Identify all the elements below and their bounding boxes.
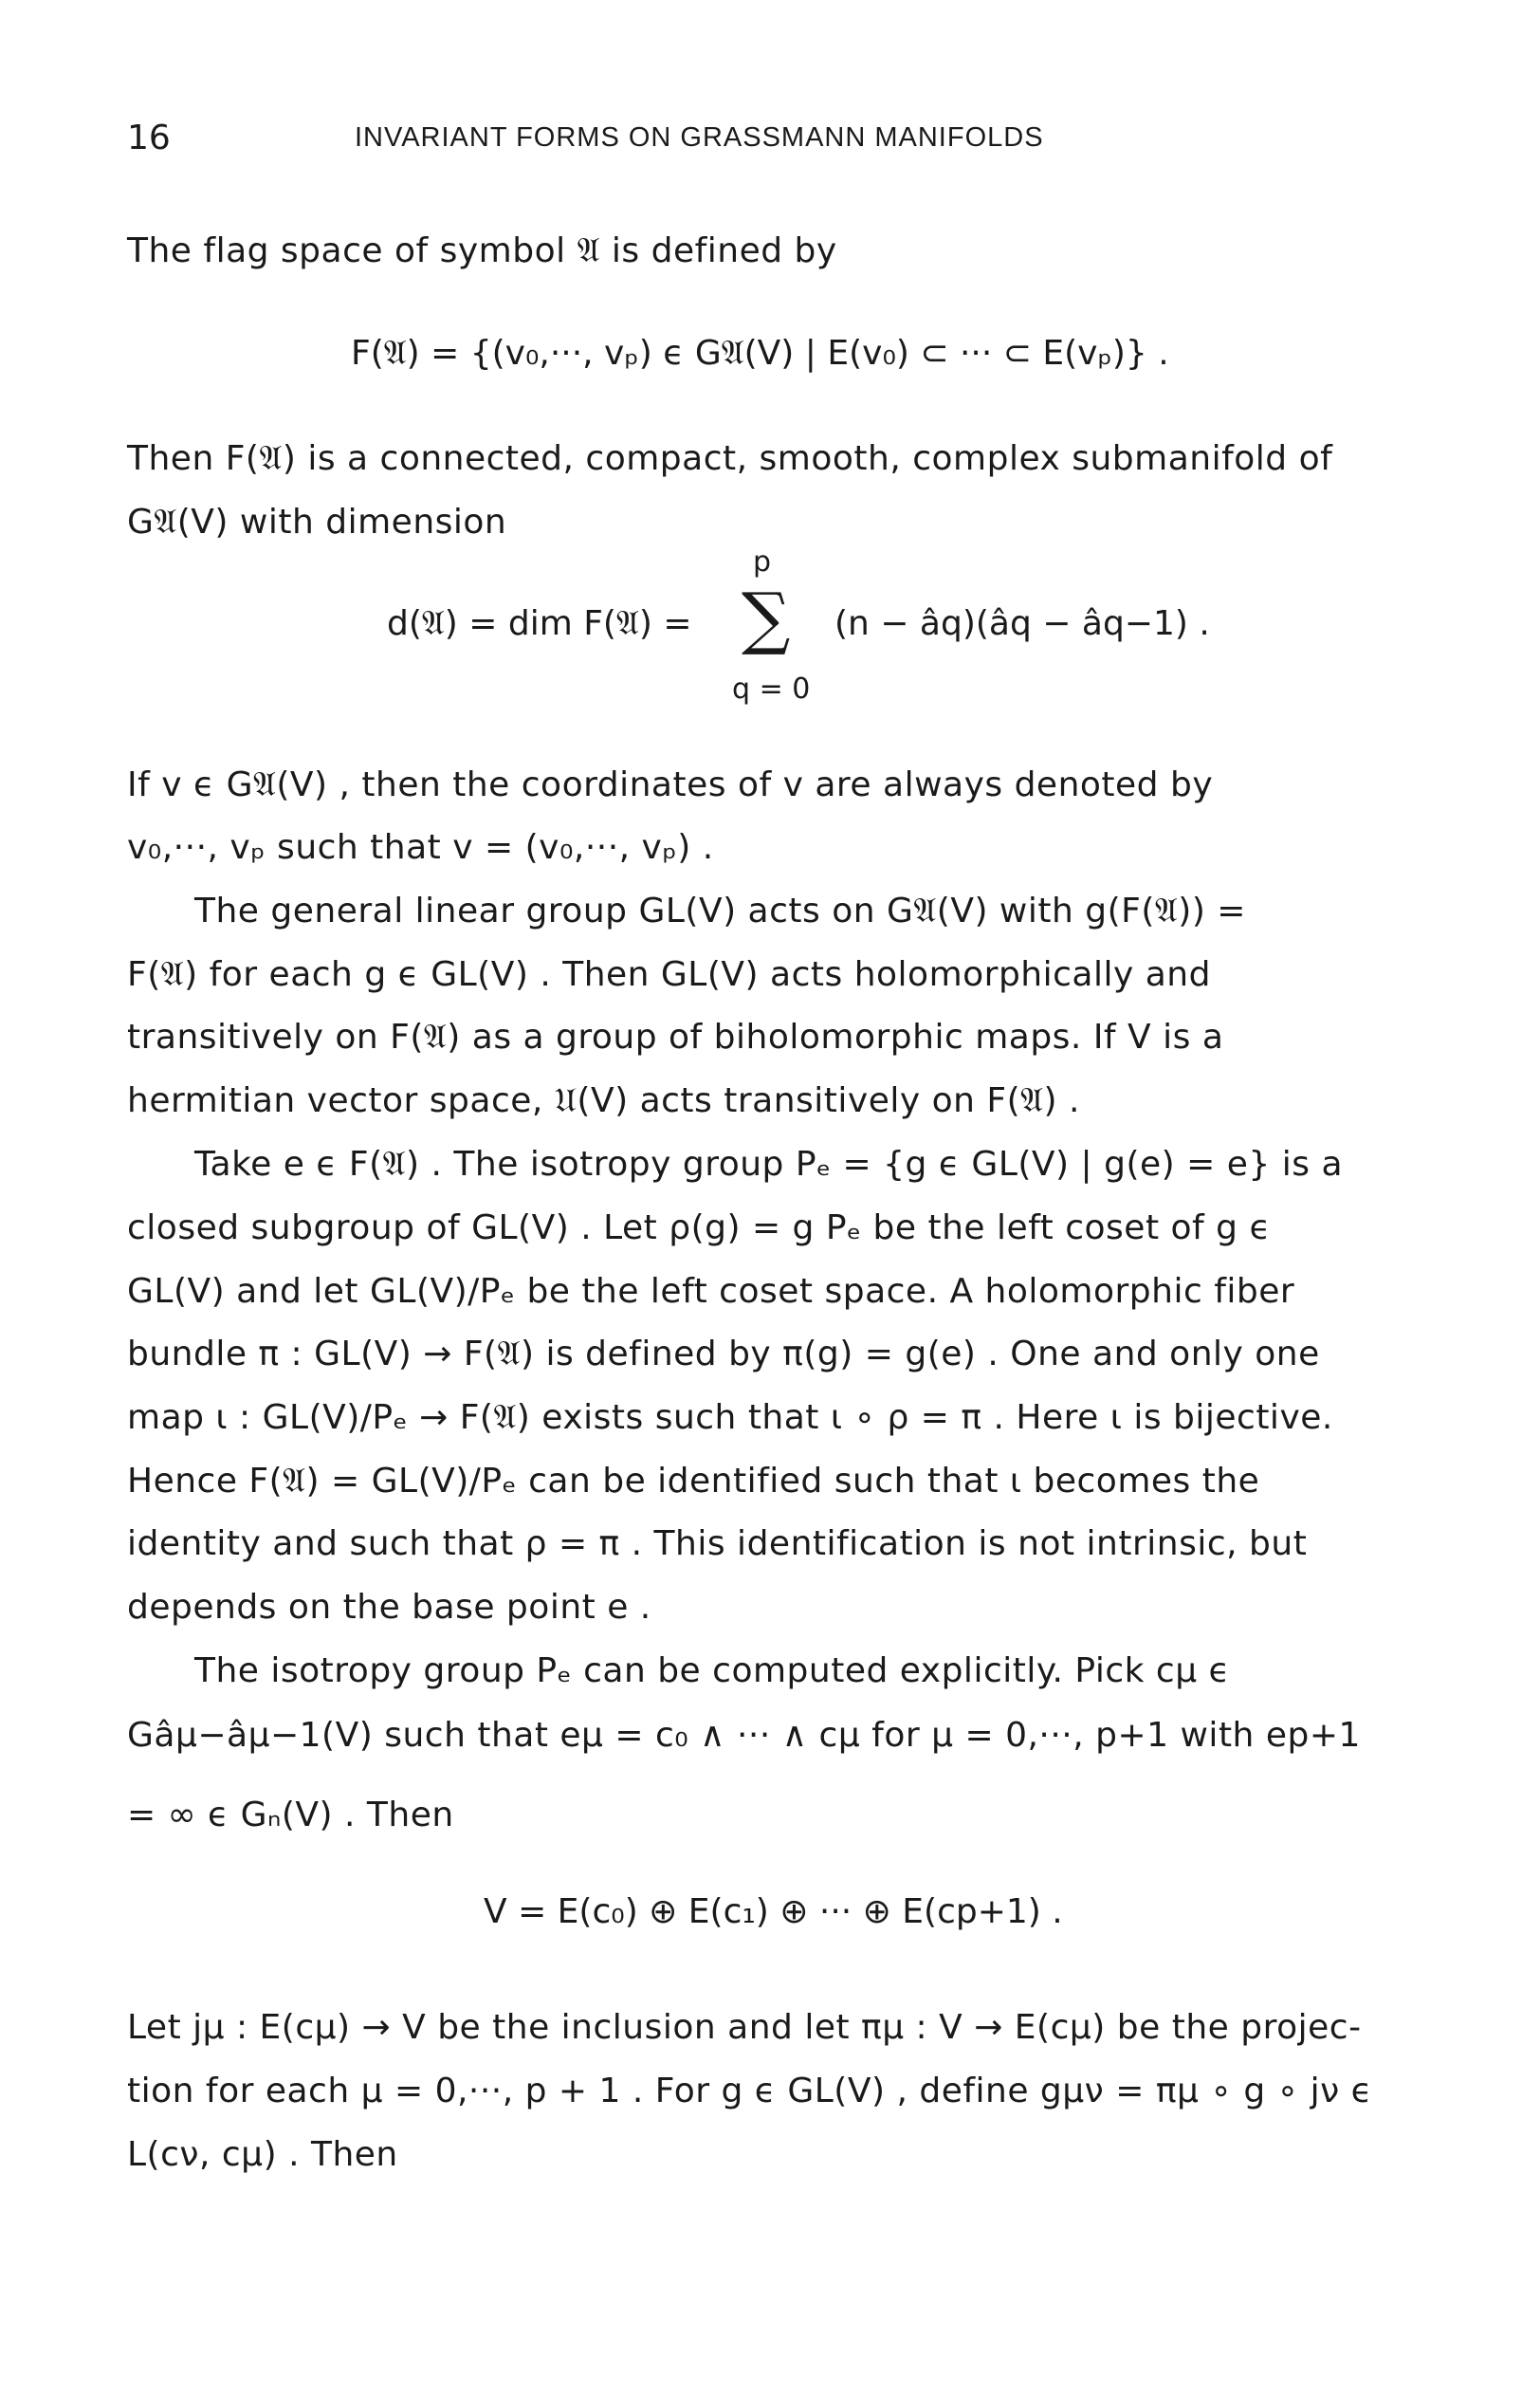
text-line-20: = ∞ ϵ Gₙ(V) . Then: [127, 1796, 454, 1834]
text-line-5: v₀,···, vₚ such that v = (v₀,···, vₚ) .: [127, 828, 714, 867]
text-line-15: Hence F(𝔄) = GL(V)/Pₑ can be identified such that ι becomes the: [127, 1462, 1260, 1501]
text-line-23: L(cν, cμ) . Then: [127, 2135, 398, 2174]
text-line-22: tion for each μ = 0,···, p + 1 . For g ϵ GL(V) , define gμν = πμ ∘ g ∘ jν ϵ: [127, 2072, 1373, 2110]
page-number: 16: [127, 119, 171, 157]
text-line-3: G𝔄(V) with dimension: [127, 503, 507, 542]
text-line-14: map ι : GL(V)/Pₑ → F(𝔄) exists such that ι ∘ ρ = π . Here ι is bijective.: [127, 1398, 1333, 1437]
text-line-12: GL(V) and let GL(V)/Pₑ be the left coset space. A holomorphic fiber: [127, 1272, 1295, 1311]
text-line-8: transitively on F(𝔄) as a group of biholomorphic maps. If V is a: [127, 1018, 1224, 1057]
text-line-13: bundle π : GL(V) → F(𝔄) is defined by π(g) = g(e) . One and only one: [127, 1335, 1320, 1373]
text-line-1: The flag space of symbol 𝔄 is defined by: [127, 231, 837, 270]
summation-symbol: ∑: [742, 578, 791, 657]
text-line-21: Let jμ : E(cμ) → V be the inclusion and let πμ : V → E(cμ) be the projec-: [127, 2008, 1362, 2047]
text-line-16: identity and such that ρ = π . This identification is not intrinsic, but: [127, 1524, 1308, 1563]
page-header: [127, 119, 1455, 166]
sum-upper-limit: p: [753, 545, 772, 579]
text-line-17: depends on the base point e .: [127, 1588, 651, 1627]
equation-direct-sum: V = E(c₀) ⊕ E(c₁) ⊕ ··· ⊕ E(cp+1) .: [484, 1892, 1063, 1931]
text-line-18: The isotropy group Pₑ can be computed explicitly. Pick cμ ϵ: [194, 1651, 1231, 1690]
text-line-19: Gâμ−âμ−1(V) such that eμ = c₀ ∧ ··· ∧ cμ for μ = 0,···, p+1 with ep+1: [127, 1716, 1361, 1755]
equation-dimension-lhs: d(𝔄) = dim F(𝔄) =: [387, 604, 692, 643]
text-line-11: closed subgroup of GL(V) . Let ρ(g) = g Pₑ be the left coset of g ϵ: [127, 1208, 1272, 1247]
text-line-2: Then F(𝔄) is a connected, compact, smooth, complex submanifold of: [127, 439, 1333, 478]
text-line-9: hermitian vector space, 𝔘(V) acts transitively on F(𝔄) .: [127, 1081, 1080, 1120]
sum-lower-limit: q = 0: [732, 672, 811, 706]
running-title: INVARIANT FORMS ON GRASSMANN MANIFOLDS: [355, 122, 1044, 153]
equation-dimension-rhs: (n − âq)(âq − âq−1) .: [834, 604, 1210, 643]
text-line-4: If v ϵ G𝔄(V) , then the coordinates of v are always denoted by: [127, 765, 1214, 804]
text-line-10: Take e ϵ F(𝔄) . The isotropy group Pₑ = {g ϵ GL(V) | g(e) = e} is a: [194, 1145, 1344, 1184]
equation-flag-space: F(𝔄) = {(v₀,···, vₚ) ϵ G𝔄(V) | E(v₀) ⊂ ··· ⊂ E(vₚ)} .: [351, 334, 1169, 373]
text-line-7: F(𝔄) for each g ϵ GL(V) . Then GL(V) acts holomorphically and: [127, 955, 1211, 994]
text-line-6: The general linear group GL(V) acts on G𝔄(V) with g(F(𝔄)) =: [194, 892, 1246, 930]
